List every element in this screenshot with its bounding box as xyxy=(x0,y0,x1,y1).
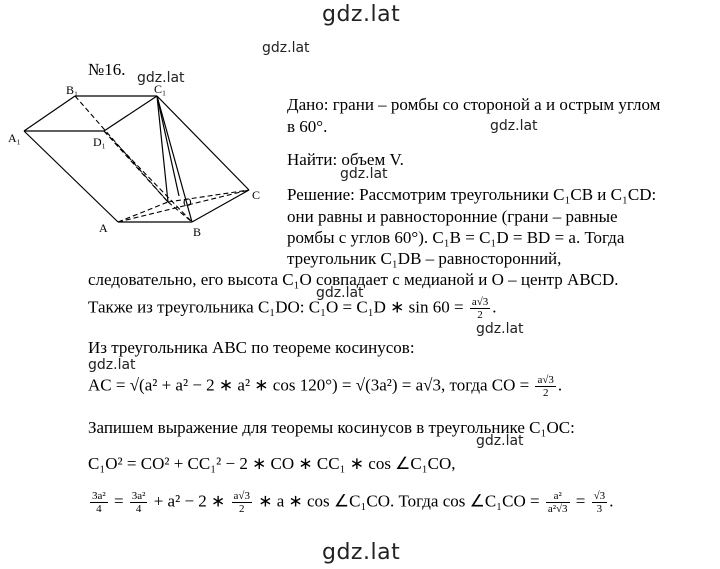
expression-part: ∗ a ∗ cos ∠C₁CO. Тогда cos ∠C₁CO = xyxy=(258,491,540,511)
solution-line-4: треугольник C₁DB – равносторонний, xyxy=(287,249,562,268)
solution-line-3: ромбы с углов 60°). C₁B = C₁D = BD = a. Тогда xyxy=(287,228,625,247)
solution-line-7: Из треугольника ABC по теореме косинусов: xyxy=(88,338,415,357)
solution-line-8-text: AC = √(a² + a² − 2 ∗ a² ∗ cos 120°) = √(3a²) = a√3, тогда CO = xyxy=(88,375,530,395)
solution-line-2: они равны и равносторонние (грани – равные xyxy=(287,207,618,226)
label-a1: A₁ xyxy=(8,131,21,145)
label-d1: D₁ xyxy=(93,135,106,149)
watermark: gdz.lat xyxy=(262,40,310,56)
label-c: C xyxy=(252,188,261,202)
watermark: gdz.lat xyxy=(490,118,538,134)
equals-sign: = xyxy=(113,491,124,511)
expression-part: + a² − 2 ∗ xyxy=(153,491,226,511)
label-o: O xyxy=(183,195,192,209)
given-line-1: Дано: грани – ромбы со стороной a и острым углом xyxy=(287,95,661,114)
fraction: $\frac{a√3}{2}$ xyxy=(233,490,250,515)
watermark: gdz.lat xyxy=(340,166,388,182)
label-b: B xyxy=(193,225,202,239)
fraction: $\frac{\text{3a²}}{4}$ xyxy=(92,490,106,515)
solution-line-11: $\frac{\text{3a²}}{4}$ = $\frac{\text{3a²}}{4}$ + a² − 2 ∗ $\frac{a√3}{2}$ ∗ a ∗ cos ∠C₁CO. Тогда cos ∠C₁CO = $\frac{\text{a²}}{\text{a²√3}}$ = $\frac{√3}{3}$ . xyxy=(92,490,614,515)
parallelepiped-figure xyxy=(0,0,290,240)
solution-line-6: Также из треугольника C₁DO: C₁O = C₁D ∗ sin 60 = $\frac{a√3}{2}$ . xyxy=(88,296,497,321)
label-a: A xyxy=(99,221,108,235)
solution-line-8: AC = √(a² + a² − 2 ∗ a² ∗ cos 120°) = √(3a²) = a√3, тогда CO = $\frac{a√3}{2}$ . xyxy=(88,374,563,399)
solution-line-6-text: Также из треугольника C₁DO: C₁O = C₁D ∗ sin 60 = xyxy=(88,297,464,317)
watermark: gdz.lat xyxy=(88,357,136,373)
solution-line-10: C₁O² = CO² + CC₁² − 2 ∗ CO ∗ CC₁ ∗ cos ∠C₁CO, xyxy=(88,454,456,473)
solution-line-1: Решение: Рассмотрим треугольники C₁CB и C₁CD: xyxy=(287,185,657,204)
watermark: gdz.lat xyxy=(137,70,185,86)
given-line-2: в 60°. xyxy=(287,117,328,136)
solution-line-5: следовательно, его высота C₁O совпадает с медианой и O – центр ABCD. xyxy=(88,270,619,289)
label-b1: B₁ xyxy=(66,83,79,97)
fraction: $\frac{√3}{3}$ xyxy=(593,490,606,515)
label-c1: C₁ xyxy=(154,82,167,96)
watermark: gdz.lat xyxy=(476,433,524,449)
watermark-bottom: gdz.lat xyxy=(322,540,401,565)
fraction: $\frac{\text{3a²}}{4}$ xyxy=(131,490,146,515)
fraction: $\frac{a√3}{2}$ xyxy=(471,296,489,321)
fraction: $\frac{a√3}{2}$ xyxy=(537,374,554,399)
watermark: gdz.lat xyxy=(316,285,364,301)
fraction: $\frac{\text{a²}}{\text{a²√3}}$ xyxy=(547,490,568,515)
problem-number: №16. xyxy=(88,60,126,79)
find-line: Найти: объем V. xyxy=(287,150,404,169)
watermark-top: gdz.lat xyxy=(322,2,401,27)
watermark: gdz.lat xyxy=(476,321,524,337)
solution-line-9: Запишем выражение для теоремы косинусов в треугольнике C₁OC: xyxy=(88,418,575,437)
